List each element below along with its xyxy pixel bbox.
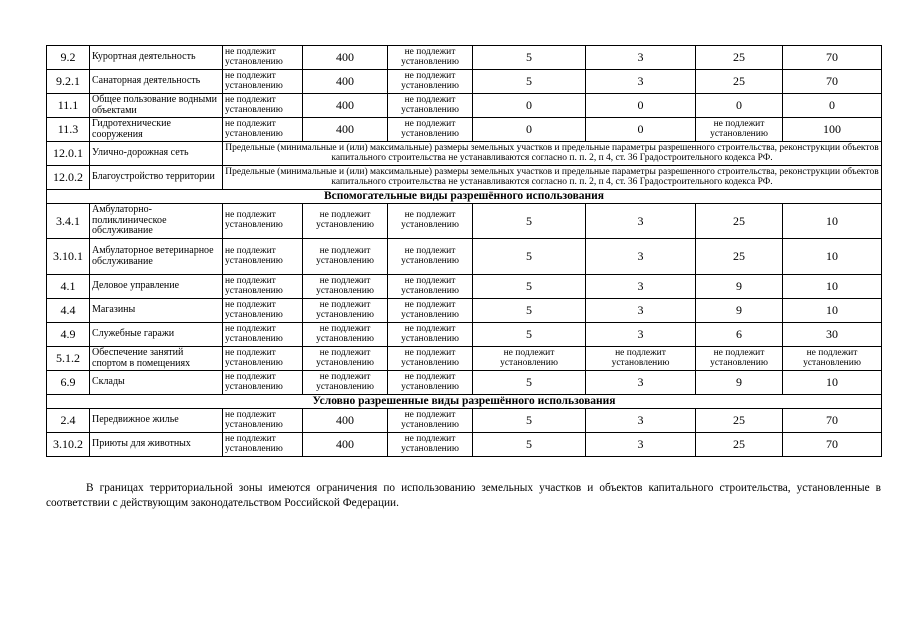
parameter-value-cell: 25 [696,70,783,94]
parameter-value-cell: 5 [473,371,586,395]
not-applicable-cell: не подлежит установлению [303,204,388,239]
parameter-value-cell: 9 [696,299,783,323]
parameter-value-cell: 3 [586,46,696,70]
table-row [47,70,882,94]
use-code-cell: 4.4 [47,299,90,323]
section-title: Вспомогательные виды разрешённого использования [47,190,882,204]
not-applicable-cell: не подлежит установлению [303,239,388,275]
parameter-value-cell: 25 [696,46,783,70]
use-name-cell: Деловое управление [90,275,223,299]
use-code-cell: 4.9 [47,323,90,347]
parameter-value-cell: 70 [783,46,882,70]
use-name-cell: Благоустройство территории [90,166,223,190]
not-applicable-cell: не подлежит установлению [223,275,303,299]
not-applicable-cell: не подлежит установлению [303,323,388,347]
use-code-cell: 3.10.2 [47,433,90,457]
not-applicable-cell: не подлежит установлению [223,204,303,239]
not-applicable-cell: не подлежит установлению [388,46,473,70]
not-applicable-cell: не подлежит установлению [388,347,473,371]
not-applicable-cell: не подлежит установлению [223,299,303,323]
not-applicable-cell: не подлежит установлению [388,323,473,347]
table-row [47,371,882,395]
use-code-cell: 11.3 [47,118,90,142]
parameter-value-cell: 100 [783,118,882,142]
section-header-row [47,395,882,409]
use-code-cell: 11.1 [47,94,90,118]
not-applicable-cell: не подлежит установлению [388,70,473,94]
use-name-cell: Амбулаторно-поликлиническое обслуживание [90,204,223,239]
not-applicable-cell: не подлежит установлению [223,433,303,457]
use-name-cell: Обеспечение занятий спортом в помещениях [90,347,223,371]
not-applicable-cell: не подлежит установлению [303,275,388,299]
not-applicable-cell: не подлежит установлению [388,239,473,275]
table-row [47,142,882,166]
merged-parameters-cell: Предельные (минимальные и (или) максимальные) размеры земельных участков и предельные параметры разрешенного строительства, реконструкции объектов капитального строительства не устанавливаются согласно п. п. 2, п 4, ст. 36 Градостроительного кодекса РФ. [223,142,882,166]
parameter-value-cell: 25 [696,433,783,457]
not-applicable-cell: не подлежит установлению [223,70,303,94]
not-applicable-cell: не подлежит установлению [388,433,473,457]
merged-parameters-cell: Предельные (минимальные и (или) максимальные) размеры земельных участков и предельные параметры разрешенного строительства, реконструкции объектов капитального строительства не устанавливаются согласно п. п. 2, п 4, ст. 36 Градостроительного кодекса РФ. [223,166,882,190]
use-code-cell: 12.0.2 [47,166,90,190]
not-applicable-cell: не подлежит установлению [586,347,696,371]
table-row [47,323,882,347]
use-name-cell: Улично-дорожная сеть [90,142,223,166]
parameter-value-cell: 25 [696,239,783,275]
parameter-value-cell: 70 [783,409,882,433]
parameter-value-cell: 5 [473,204,586,239]
use-name-cell: Санаторная деятельность [90,70,223,94]
not-applicable-cell: не подлежит установлению [696,118,783,142]
not-applicable-cell: не подлежит установлению [223,323,303,347]
not-applicable-cell: не подлежит установлению [783,347,882,371]
use-code-cell: 3.10.1 [47,239,90,275]
parameter-value-cell: 3 [586,275,696,299]
parameter-value-cell: 25 [696,409,783,433]
parameter-value-cell: 400 [303,433,388,457]
parameter-value-cell: 10 [783,275,882,299]
not-applicable-cell: не подлежит установлению [473,347,586,371]
parameter-value-cell: 400 [303,118,388,142]
use-name-cell: Передвижное жилье [90,409,223,433]
not-applicable-cell: не подлежит установлению [388,299,473,323]
not-applicable-cell: не подлежит установлению [303,371,388,395]
use-name-cell: Курортная деятельность [90,46,223,70]
use-code-cell: 12.0.1 [47,142,90,166]
parameter-value-cell: 5 [473,433,586,457]
parameter-value-cell: 3 [586,409,696,433]
parameter-value-cell: 5 [473,46,586,70]
not-applicable-cell: не подлежит установлению [388,94,473,118]
parameter-value-cell: 0 [473,118,586,142]
parameter-value-cell: 70 [783,70,882,94]
parameter-value-cell: 400 [303,94,388,118]
parameter-value-cell: 5 [473,239,586,275]
parameter-value-cell: 25 [696,204,783,239]
not-applicable-cell: не подлежит установлению [223,371,303,395]
parameter-value-cell: 70 [783,433,882,457]
use-name-cell: Магазины [90,299,223,323]
use-name-cell: Склады [90,371,223,395]
not-applicable-cell: не подлежит установлению [223,347,303,371]
use-code-cell: 9.2 [47,46,90,70]
not-applicable-cell: не подлежит установлению [696,347,783,371]
parameter-value-cell: 10 [783,299,882,323]
use-name-cell: Гидротехнические сооружения [90,118,223,142]
section-title: Условно разрешенные виды разрешённого использования [47,395,882,409]
not-applicable-cell: не подлежит установлению [223,239,303,275]
not-applicable-cell: не подлежит установлению [388,371,473,395]
zone-restrictions-note: В границах территориальной зоны имеются ограничения по использованию земельных участков и объектов капитального строительства, установленные в соответствии с действующим законодательством Российской Федерации. [46,482,881,510]
use-code-cell: 6.9 [47,371,90,395]
parameter-value-cell: 10 [783,204,882,239]
not-applicable-cell: не подлежит установлению [303,299,388,323]
parameter-value-cell: 3 [586,239,696,275]
table-row [47,204,882,239]
not-applicable-cell: не подлежит установлению [388,118,473,142]
not-applicable-cell: не подлежит установлению [388,204,473,239]
parameter-value-cell: 3 [586,433,696,457]
parameter-value-cell: 400 [303,70,388,94]
parameter-value-cell: 400 [303,409,388,433]
parameter-value-cell: 9 [696,275,783,299]
parameter-value-cell: 0 [783,94,882,118]
use-name-cell: Общее пользование водными объектами [90,94,223,118]
parameter-value-cell: 30 [783,323,882,347]
use-code-cell: 5.1.2 [47,347,90,371]
table-row [47,409,882,433]
parameter-value-cell: 400 [303,46,388,70]
not-applicable-cell: не подлежит установлению [223,409,303,433]
table-row [47,275,882,299]
use-code-cell: 4.1 [47,275,90,299]
parameter-value-cell: 5 [473,409,586,433]
parameter-value-cell: 3 [586,323,696,347]
table-row [47,94,882,118]
table-row [47,347,882,371]
parameter-value-cell: 0 [586,94,696,118]
table-row [47,433,882,457]
use-name-cell: Амбулаторное ветеринарное обслуживание [90,239,223,275]
parameter-value-cell: 0 [586,118,696,142]
parameter-value-cell: 3 [586,204,696,239]
land-use-table [46,45,882,457]
parameter-value-cell: 3 [586,70,696,94]
not-applicable-cell: не подлежит установлению [223,46,303,70]
use-name-cell: Приюты для животных [90,433,223,457]
parameter-value-cell: 5 [473,323,586,347]
use-code-cell: 3.4.1 [47,204,90,239]
parameter-value-cell: 5 [473,299,586,323]
parameter-value-cell: 9 [696,371,783,395]
table-row [47,299,882,323]
parameter-value-cell: 6 [696,323,783,347]
table-row [47,239,882,275]
table-row [47,118,882,142]
parameter-value-cell: 3 [586,299,696,323]
parameter-value-cell: 10 [783,371,882,395]
parameter-value-cell: 5 [473,70,586,94]
use-name-cell: Служебные гаражи [90,323,223,347]
use-code-cell: 2.4 [47,409,90,433]
parameter-value-cell: 10 [783,239,882,275]
section-header-row [47,190,882,204]
not-applicable-cell: не подлежит установлению [223,94,303,118]
table-row [47,46,882,70]
parameter-value-cell: 0 [473,94,586,118]
not-applicable-cell: не подлежит установлению [223,118,303,142]
table-row [47,166,882,190]
table-body [47,46,882,457]
not-applicable-cell: не подлежит установлению [388,275,473,299]
parameter-value-cell: 0 [696,94,783,118]
parameter-value-cell: 3 [586,371,696,395]
parameter-value-cell: 5 [473,275,586,299]
not-applicable-cell: не подлежит установлению [388,409,473,433]
use-code-cell: 9.2.1 [47,70,90,94]
not-applicable-cell: не подлежит установлению [303,347,388,371]
